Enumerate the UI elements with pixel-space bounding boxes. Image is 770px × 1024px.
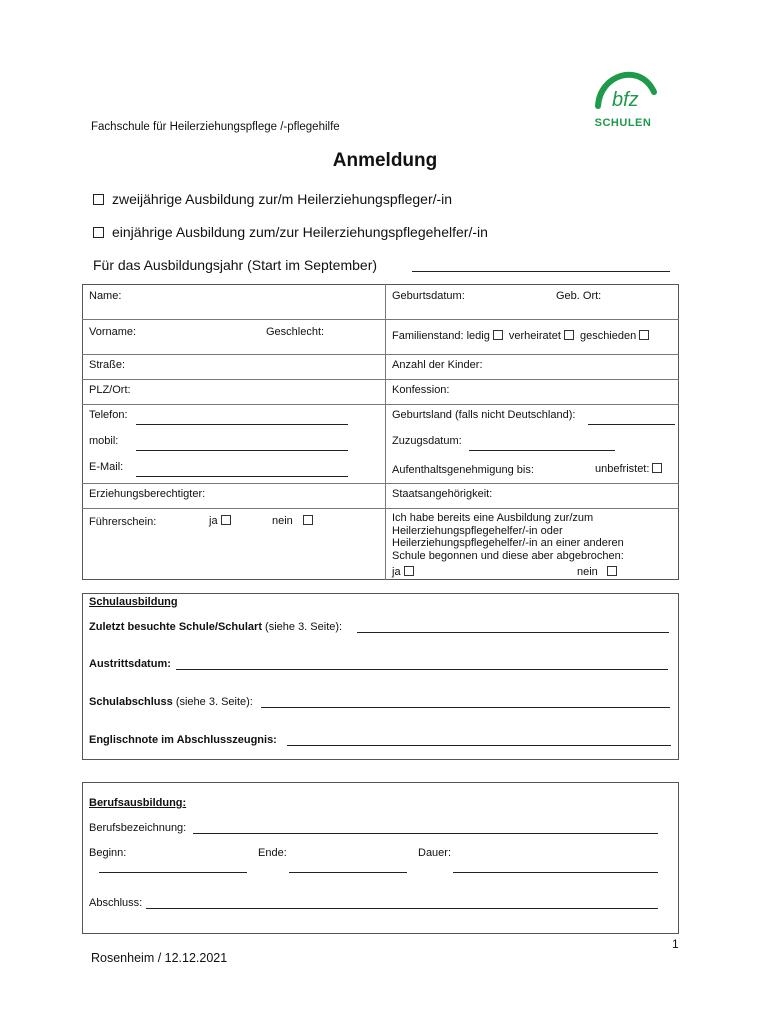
year-label: Für das Ausbildungsjahr (Start im September) (93, 257, 378, 273)
label-staat: Staatsangehörigkeit: (392, 488, 493, 500)
page-number: 1 (672, 937, 679, 951)
option-one-year[interactable]: einjährige Ausbildung zum/zur Heilerziehungspflegehelfer/-in (93, 224, 488, 240)
checkbox-geschieden[interactable] (639, 330, 649, 340)
row-divider (82, 379, 679, 380)
berufsbezeichnung-field[interactable] (193, 833, 658, 834)
abschluss-label: Abschluss: (89, 897, 143, 909)
mobil-field[interactable] (136, 450, 348, 451)
schulausbildung-heading: Schulausbildung (89, 596, 178, 608)
option-two-year[interactable]: zweijährige Ausbildung zur/m Heilerziehungspfleger/-in (93, 191, 452, 207)
row-divider (82, 508, 679, 509)
label-strasse: Straße: (89, 359, 126, 371)
fuehrerschein-ja-group: ja (209, 515, 231, 527)
logo-text: SCHULEN (594, 117, 652, 129)
dauer-label: Dauer: (418, 847, 452, 859)
label-zuzug: Zuzugsdatum: (392, 435, 462, 447)
page-title: Anmeldung (332, 150, 438, 171)
checkbox-ledig[interactable] (493, 330, 503, 340)
label-vorname: Vorname: (89, 326, 137, 338)
abbruch-nein-group: nein (577, 566, 617, 578)
label-geb-ort: Geb. Ort: (556, 290, 602, 302)
label-telefon: Telefon: (89, 409, 128, 421)
checkbox-abbruch-ja[interactable] (404, 566, 414, 576)
beginn-field[interactable] (99, 872, 247, 873)
abbruch-ja-group: ja (392, 566, 414, 578)
zuletzt-field[interactable] (357, 632, 669, 633)
checkbox-icon[interactable] (93, 194, 104, 205)
bfz-logo-icon (590, 62, 660, 112)
year-field[interactable] (412, 271, 670, 272)
label-konfession: Konfession: (392, 384, 450, 396)
label-kinder: Anzahl der Kinder: (392, 359, 483, 371)
label-email: E-Mail: (89, 461, 124, 473)
dauer-field[interactable] (453, 872, 658, 873)
checkbox-verheiratet[interactable] (564, 330, 574, 340)
label-plz: PLZ/Ort: (89, 384, 131, 396)
label-aufenthalt: Aufenthaltsgenehmigung bis: (392, 464, 534, 476)
label-fuehrerschein: Führerschein: (89, 516, 157, 528)
school-name: Fachschule für Heilerziehungspflege /-pflegehilfe (91, 121, 340, 133)
label-name: Name: (89, 290, 122, 302)
englisch-label: Englischnote im Abschlusszeugnis: (89, 734, 277, 746)
unbefristet-group: unbefristet: (595, 463, 662, 475)
zuzug-field[interactable] (469, 450, 615, 451)
bfz-logo (590, 62, 660, 128)
checkbox-fuehrerschein-nein[interactable] (303, 515, 313, 525)
label-erziehung: Erziehungsberechtigter: (89, 488, 206, 500)
telefon-field[interactable] (136, 424, 348, 425)
label-geschlecht: Geschlecht: (266, 326, 325, 338)
ende-field[interactable] (289, 872, 407, 873)
row-divider (82, 483, 679, 484)
berufsbezeichnung-label: Berufsbezeichnung: (89, 822, 187, 834)
checkbox-fuehrerschein-ja[interactable] (221, 515, 231, 525)
zuletzt-label: Zuletzt besuchte Schule/Schulart (siehe 3. Seite): (89, 621, 343, 633)
label-mobil: mobil: (89, 435, 119, 447)
checkbox-unbefristet[interactable] (652, 463, 662, 473)
label-geburtsdatum: Geburtsdatum: (392, 290, 465, 302)
schulabschluss-field[interactable] (261, 707, 670, 708)
row-divider (82, 319, 679, 320)
checkbox-abbruch-nein[interactable] (607, 566, 617, 576)
place-date: Rosenheim / 12.12.2021 (91, 951, 228, 965)
berufsausbildung-heading: Berufsausbildung: (89, 797, 187, 809)
checkbox-icon[interactable] (93, 227, 104, 238)
austritt-label: Austrittsdatum: (89, 658, 171, 670)
abschluss-field[interactable] (146, 908, 658, 909)
column-divider (385, 284, 386, 580)
beginn-label: Beginn: (89, 847, 127, 859)
fuehrerschein-nein-group: nein (272, 515, 313, 527)
familienstand-group: Familienstand: ledig verheiratet geschieden (392, 330, 649, 342)
geburtsland-field[interactable] (588, 424, 675, 425)
row-divider (82, 404, 679, 405)
email-field[interactable] (136, 476, 348, 477)
schulabschluss-label: Schulabschluss (siehe 3. Seite): (89, 696, 253, 708)
austritt-field[interactable] (176, 669, 668, 670)
label-geburtsland: Geburtsland (falls nicht Deutschland): (392, 409, 576, 421)
row-divider (82, 354, 679, 355)
ende-label: Ende: (258, 847, 287, 859)
englisch-field[interactable] (287, 745, 671, 746)
svg-text:bfz: bfz (612, 89, 639, 111)
abbruch-text: Ich habe bereits eine Ausbildung zur/zum Heilerziehungspflegehelfer/-in oder Heilerziehungspflegehelfer/-in an einer anderen Schule begonnen und diese aber abgebrochen: (392, 512, 624, 562)
